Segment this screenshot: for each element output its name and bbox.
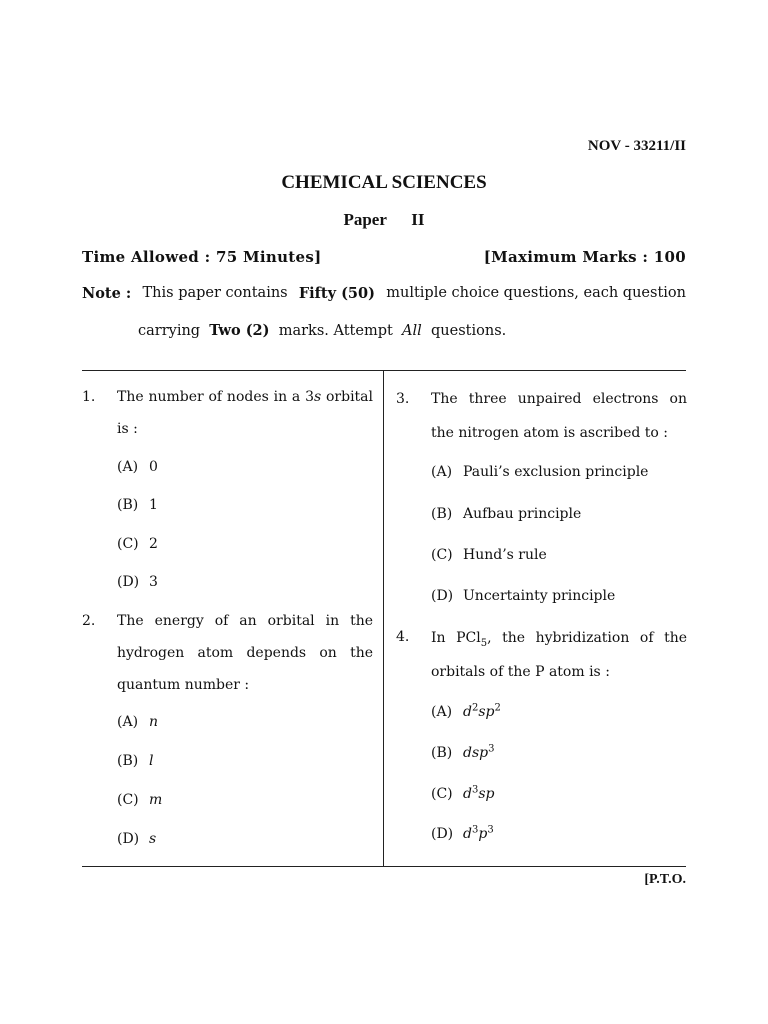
question-number: 2. — [82, 613, 96, 629]
option-label: (D) — [117, 574, 140, 590]
formula-part: d — [463, 826, 472, 842]
option-value: 1 — [149, 497, 158, 513]
formula-part: p — [478, 826, 488, 842]
option-label: (D) — [117, 831, 140, 847]
note-fifty: Fifty (50) — [298, 285, 375, 302]
maximum-marks: [Maximum Marks : 100 — [483, 248, 686, 266]
option-label: (B) — [431, 745, 453, 761]
note-line2-b: marks. Attempt — [278, 323, 393, 339]
question-text: The energy of an orbital in the hydrogen atom depends on the quantum number : — [117, 613, 373, 693]
option-value: s — [149, 831, 157, 847]
option-b[interactable] — [117, 497, 158, 513]
option-label: (A) — [431, 464, 453, 480]
option-label: (A) — [431, 704, 453, 720]
option-label: (B) — [431, 506, 453, 522]
option-d[interactable] — [117, 831, 156, 847]
option-value: Pauli’s exclusion principle — [463, 464, 649, 480]
option-a[interactable] — [431, 464, 648, 480]
formula-part: sp — [478, 786, 495, 802]
question-number: 1. — [82, 389, 96, 405]
option-d[interactable] — [431, 826, 494, 842]
option-label: (C) — [117, 536, 139, 552]
note-line2-c: questions. — [431, 323, 507, 339]
formula-part: d — [463, 786, 472, 802]
option-value: 3 — [149, 574, 158, 590]
option-a[interactable] — [117, 459, 158, 475]
question-text: The three unpaired electrons on the nitrogen atom is ascribed to : — [431, 391, 687, 441]
option-value: 0 — [149, 459, 158, 475]
option-b[interactable] — [117, 753, 153, 769]
option-b[interactable] — [431, 506, 581, 522]
formula-part: dsp — [463, 745, 489, 761]
note-two: Two (2) — [209, 322, 270, 339]
option-label: (D) — [431, 826, 454, 842]
note-line-1 — [82, 285, 686, 302]
question-text-part: In PCl — [431, 630, 481, 646]
formula-sup: 3 — [471, 824, 479, 836]
option-value: m — [149, 792, 163, 808]
note-all: All — [402, 323, 422, 339]
formula-sup: 3 — [488, 743, 495, 755]
option-c[interactable] — [431, 547, 547, 563]
page-title: CHEMICAL SCIENCES — [281, 172, 487, 193]
option-label: (A) — [117, 459, 139, 475]
please-turn-over: [P.T.O. — [644, 872, 686, 887]
note-line-2 — [138, 322, 506, 339]
question-text-var: s — [313, 389, 322, 405]
option-b[interactable] — [431, 745, 494, 761]
option-label: (B) — [117, 753, 139, 769]
question-number: 4. — [396, 629, 410, 645]
paper-code: NOV - 33211/II — [587, 138, 686, 154]
bottom-rule — [82, 866, 686, 867]
note-line2-a: carrying — [138, 323, 201, 339]
question-text — [117, 381, 373, 445]
note-text-b: multiple choice questions, each question — [386, 285, 686, 301]
formula-sup: 2 — [494, 702, 501, 714]
option-label: (D) — [431, 588, 454, 604]
paper-number: Paper II — [343, 210, 425, 229]
question-text-part: , the hybridization of the orbitals of the P atom is : — [431, 630, 687, 680]
option-value: Hund’s rule — [463, 547, 547, 563]
top-rule — [82, 370, 686, 371]
option-d[interactable] — [117, 574, 158, 590]
formula-sup: 3 — [487, 824, 494, 836]
option-c[interactable] — [117, 536, 158, 552]
column-divider — [383, 370, 384, 866]
option-c[interactable] — [431, 786, 495, 802]
question-text-part: orbital is : — [117, 389, 373, 437]
option-value: 2 — [149, 536, 158, 552]
formula-sup: 2 — [471, 702, 479, 714]
option-label: (A) — [117, 714, 139, 730]
option-label: (C) — [117, 792, 139, 808]
note-text-a: This paper contains — [142, 285, 288, 301]
option-d[interactable] — [431, 588, 615, 604]
option-label: (C) — [431, 786, 453, 802]
option-value: Uncertainty principle — [463, 588, 616, 604]
option-value: n — [149, 714, 159, 730]
option-c[interactable] — [117, 792, 162, 808]
formula-part: sp — [478, 704, 495, 720]
question-text — [431, 621, 687, 689]
option-value: Aufbau principle — [463, 506, 582, 522]
question-text-sub: 5 — [480, 637, 488, 649]
question-text-part: The number of nodes in a 3 — [117, 389, 314, 405]
time-allowed: Time Allowed : 75 Minutes] — [82, 248, 322, 266]
option-a[interactable] — [117, 714, 158, 730]
option-value: l — [149, 753, 154, 769]
question-number: 3. — [396, 391, 410, 407]
formula-sup: 3 — [471, 784, 479, 796]
option-label: (B) — [117, 497, 139, 513]
note-label: Note : — [82, 285, 132, 302]
option-label: (C) — [431, 547, 453, 563]
formula-part: d — [463, 704, 472, 720]
option-a[interactable] — [431, 704, 501, 720]
